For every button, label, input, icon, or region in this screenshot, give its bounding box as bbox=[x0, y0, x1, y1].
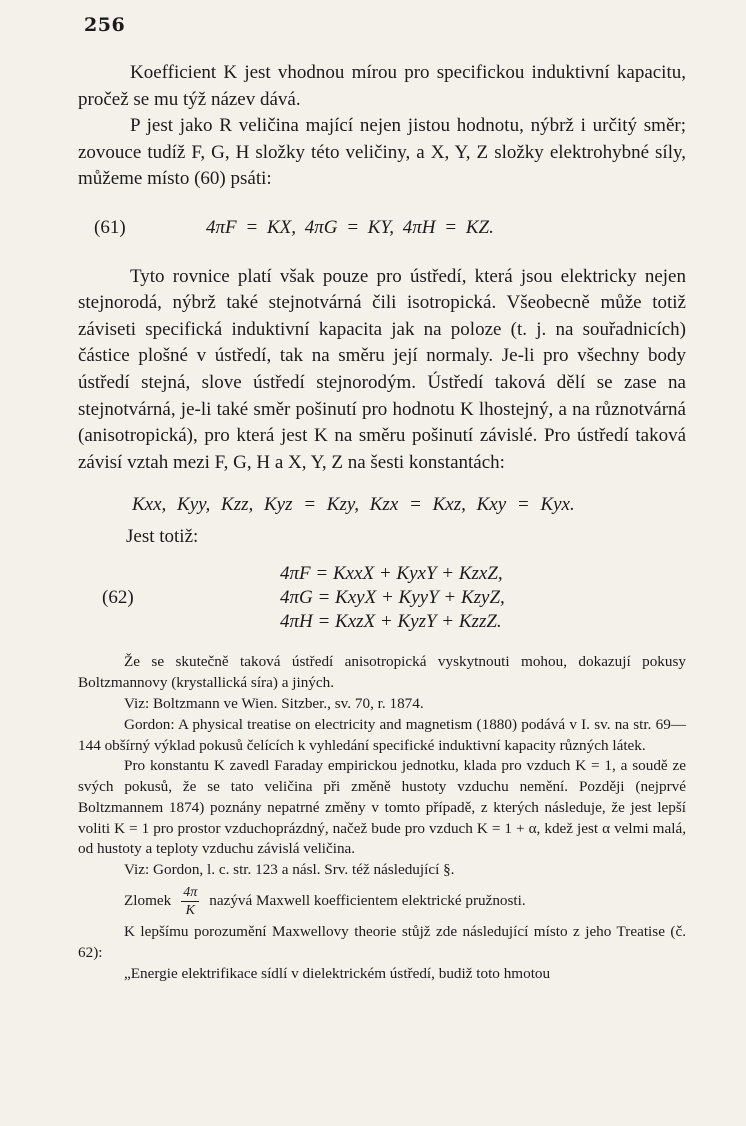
equation-61-number: (61) bbox=[94, 216, 126, 238]
fraction-numerator: 4π bbox=[183, 885, 198, 901]
paragraph-2: P jest jako R veličina mající nejen jistou hodnotu, nýbrž i určitý směr; zovouce tudíž F, G, H složky této veličiny, a X, Y, Z složky elektrohybné síly, můžeme místo (60) psáti: bbox=[78, 115, 686, 190]
equation-62-line: 4πF = KxxX + KyxY + KzxZ, bbox=[280, 563, 503, 585]
note-5: Viz: Gordon, l. c. str. 123 a násl. Srv. též následující §. bbox=[124, 861, 455, 879]
fraction bbox=[181, 885, 199, 918]
page-number: 256 bbox=[84, 14, 126, 36]
equation-62-line: 4πG = KxyX + KyyY + KzyZ, bbox=[280, 587, 505, 609]
note-6-prefix: Zlomek bbox=[124, 892, 172, 910]
note-1: Že se skutečně taková ústředí anisotropická vyskytnouti mohou, dokazují pokusy Boltzmannovy (krystallická síra) a jiných. bbox=[78, 653, 686, 692]
notes bbox=[78, 652, 686, 984]
equation-62-number: (62) bbox=[102, 587, 134, 609]
equation-61-body: 4πF = KX, 4πG = KY, 4πH = KZ. bbox=[206, 216, 494, 238]
note-6-suffix: nazývá Maxwell koefficientem elektrické pružnosti. bbox=[209, 892, 526, 910]
note-6 bbox=[78, 885, 686, 918]
note-2: Viz: Boltzmann ve Wien. Sitzber., sv. 70, r. 1874. bbox=[124, 694, 424, 712]
fraction-bar bbox=[181, 901, 199, 902]
note-8: „Energie elektrifikace sídlí v dielektrickém ústředí, budiž toto hmotou bbox=[124, 964, 551, 982]
paragraph-1: Koefficient K jest vhodnou mírou pro specifickou induktivní kapacitu, pročež se mu týž název dává. bbox=[78, 62, 686, 110]
paragraph-3: Tyto rovnice platí však pouze pro ústředí, která jsou elektricky nejen stejnorodá, nýbrž také stejnotvárná čili isotropická. Všeobecně může totiž záviseti specifická induktivní kapacita jak na poloze (t. j. na souřadnicích) částice plošné v ústředí, tak na směru její normaly. Je-li pro všechny body ústředí stejná, slove ústředí stejnorodým. Ústředí taková dělí se zase na stejnotvárná, je-li také směr pošinutí pro hodnotu K lhostejný, a na různotvárná (anisotropická), pro která jest K na směru pošinutí závislé. Pro ústředí taková závisí vztah mezi F, G, H a X, Y, Z na šesti konstantách: bbox=[78, 265, 686, 473]
main-text bbox=[78, 60, 686, 476]
jest-totiz: Jest totiž: bbox=[126, 526, 199, 548]
equation-62-line: 4πH = KxzX + KyzY + KzzZ. bbox=[280, 611, 502, 633]
fraction-denominator: K bbox=[185, 903, 195, 919]
note-3: Gordon: A physical treatise on electricity and magnetism (1880) podává v I. sv. na str. 69—144 obšírný výklad pokusů čelících k vyhledání specifické induktivní kapacity různých látek. bbox=[78, 715, 686, 754]
note-4: Pro konstantu K zavedl Faraday empirickou jednotku, klada pro vzduch K = 1, a soudě ze svých pokusů, že se tato veličina při změně hustoty vzduchu nemění. Později (nejprvé Boltzmannem 1874) poznány nepatrné změny v tomto případě, z kterých následuje, že jest lepší voliti K = 1 pro prostor vzduchoprázdný, načež bude pro vzduch K = 1 + α, kdež jest α velmi malá, od hustoty a teploty vzduchu závislá veličina. bbox=[78, 757, 686, 858]
equation-61 bbox=[78, 215, 686, 242]
equation-62-lines bbox=[280, 562, 505, 634]
equation-62 bbox=[78, 562, 686, 634]
k-constants: Kxx, Kyy, Kzz, Kyz = Kzy, Kzx = Kxz, Kxy = Kyx. bbox=[132, 494, 575, 516]
note-7: K lepšímu porozumění Maxwellovy theorie stůjž zde následující místo z jeho Treatise (č. 62): bbox=[78, 923, 686, 961]
